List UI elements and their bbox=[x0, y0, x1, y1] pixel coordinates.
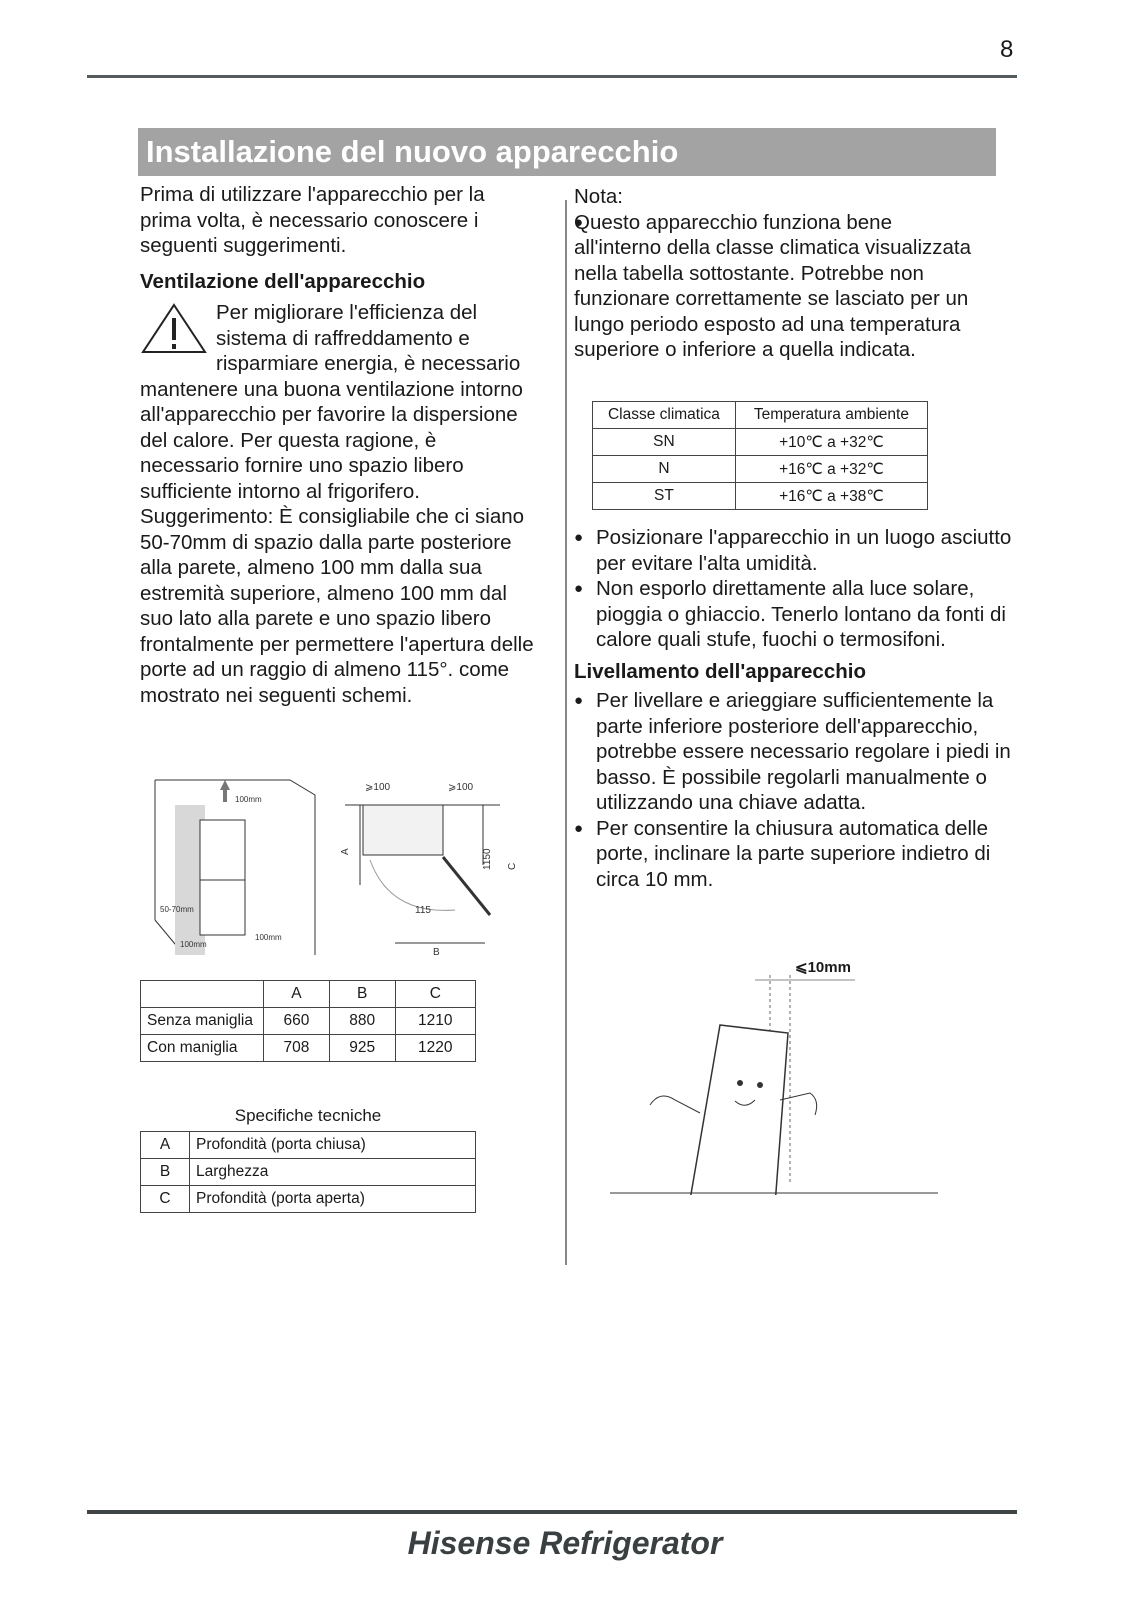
table-row: Con maniglia 708 925 1220 bbox=[141, 1035, 476, 1062]
svg-text:100mm: 100mm bbox=[255, 933, 282, 942]
tilt-label: ⩽10mm bbox=[795, 959, 851, 976]
header-divider bbox=[87, 75, 1017, 78]
ventilation-block bbox=[140, 300, 535, 504]
column-divider bbox=[565, 200, 567, 1265]
ventilation-heading: Ventilazione dell'apparecchio bbox=[140, 269, 426, 293]
dimensions-table: A B C Senza maniglia 660 880 1210 Con maniglia 708 925 1220 bbox=[140, 980, 476, 1062]
svg-text:B: B bbox=[433, 947, 440, 955]
page-title: Installazione del nuovo apparecchio bbox=[146, 134, 679, 169]
svg-text:C: C bbox=[507, 862, 518, 870]
footer-divider bbox=[87, 1510, 1017, 1514]
svg-text:1150: 1150 bbox=[482, 848, 493, 870]
list-item: ● Per livellare e arieggiare sufficientemente la parte inferiore posteriore dell'apparecchio, potrebbe essere necessario regolare i piedi in basso. È possibile regolarli manualmente o utilizzando una chiave adatta. bbox=[574, 688, 1014, 816]
suggestion-text: Suggerimento: È consigliabile che ci siano 50-70mm di spazio dalla parte posteriore alla parete, almeno 100 mm dalla sua estremità superiore, almeno 100 mm dal suo lato alla parete e uno spazio libero frontalmente per permettere l'apertura delle porte ad un raggio di almeno 115°. come mostrato nei seguenti schemi. bbox=[140, 505, 534, 707]
spec-title: Specifiche tecniche bbox=[234, 1106, 382, 1125]
climate-table: Classe climatica Temperatura ambiente SN +10℃ a +32℃ N +16℃ a +32℃ ST +16℃ a +38℃ bbox=[592, 401, 928, 510]
svg-text:100mm: 100mm bbox=[180, 940, 207, 949]
table-row: B Larghezza bbox=[141, 1159, 476, 1186]
brand-footer: Hisense Refrigerator bbox=[407, 1525, 723, 1561]
intro-text: Prima di utilizzare l'apparecchio per la prima volta, è necessario conoscere i seguenti suggerimenti. bbox=[140, 183, 485, 257]
right-column bbox=[574, 184, 984, 363]
svg-text:100mm: 100mm bbox=[235, 795, 262, 804]
section-title-bar bbox=[138, 128, 996, 176]
list-item: ● Per consentire la chiusura automatica delle porte, inclinare la parte superiore indietro di circa 10 mm. bbox=[574, 816, 1014, 893]
right-column-lower bbox=[574, 525, 1014, 892]
page-number: 8 bbox=[1000, 36, 1014, 63]
tilt-illustration bbox=[610, 975, 950, 1195]
table-row: SN +10℃ a +32℃ bbox=[593, 429, 928, 456]
table-row: Senza maniglia 660 880 1210 bbox=[141, 1008, 476, 1035]
ventilation-diagram bbox=[150, 775, 540, 955]
spec-table bbox=[140, 1131, 476, 1213]
svg-text:115: 115 bbox=[415, 905, 431, 916]
warning-icon bbox=[140, 302, 208, 354]
left-column bbox=[140, 182, 535, 708]
ventilation-text: Per migliorare l'efficienza del sistema di raffreddamento e risparmiare energia, è necessario mantenere una buona ventilazione intorno all'apparecchio per favorire la dispersione del calore. Per questa ragione, è necessario fornire uno spazio libero sufficiente intorno al frigorifero. bbox=[140, 301, 523, 503]
svg-text:⩾100: ⩾100 bbox=[365, 782, 391, 793]
table-row: N +16℃ a +32℃ bbox=[593, 456, 928, 483]
table-row: A Profondità (porta chiusa) bbox=[141, 1132, 476, 1159]
table-row: C Profondità (porta aperta) bbox=[141, 1186, 476, 1213]
svg-text:⩾100: ⩾100 bbox=[448, 782, 474, 793]
table-row: ST +16℃ a +38℃ bbox=[593, 483, 928, 510]
leveling-heading: Livellamento dell'apparecchio bbox=[574, 659, 866, 683]
svg-text:50-70mm: 50-70mm bbox=[160, 905, 194, 914]
list-item: ● Posizionare l'apparecchio in un luogo asciutto per evitare l'alta umidità. bbox=[574, 525, 1014, 576]
note-text: ● Questo apparecchio funziona bene all'interno della classe climatica visualizzata nella tabella sottostante. Potrebbe non funzionare correttamente se lasciato per un lungo periodo esposto ad una temperatura superiore o inferiore a quella indicata. bbox=[574, 210, 984, 363]
list-item: ● Non esporlo direttamente alla luce solare, pioggia o ghiaccio. Tenerlo lontano da fonti di calore quali stufe, fuochi o termosifoni. bbox=[574, 576, 1014, 653]
note-label: Nota: bbox=[574, 185, 623, 208]
svg-text:A: A bbox=[340, 848, 351, 855]
